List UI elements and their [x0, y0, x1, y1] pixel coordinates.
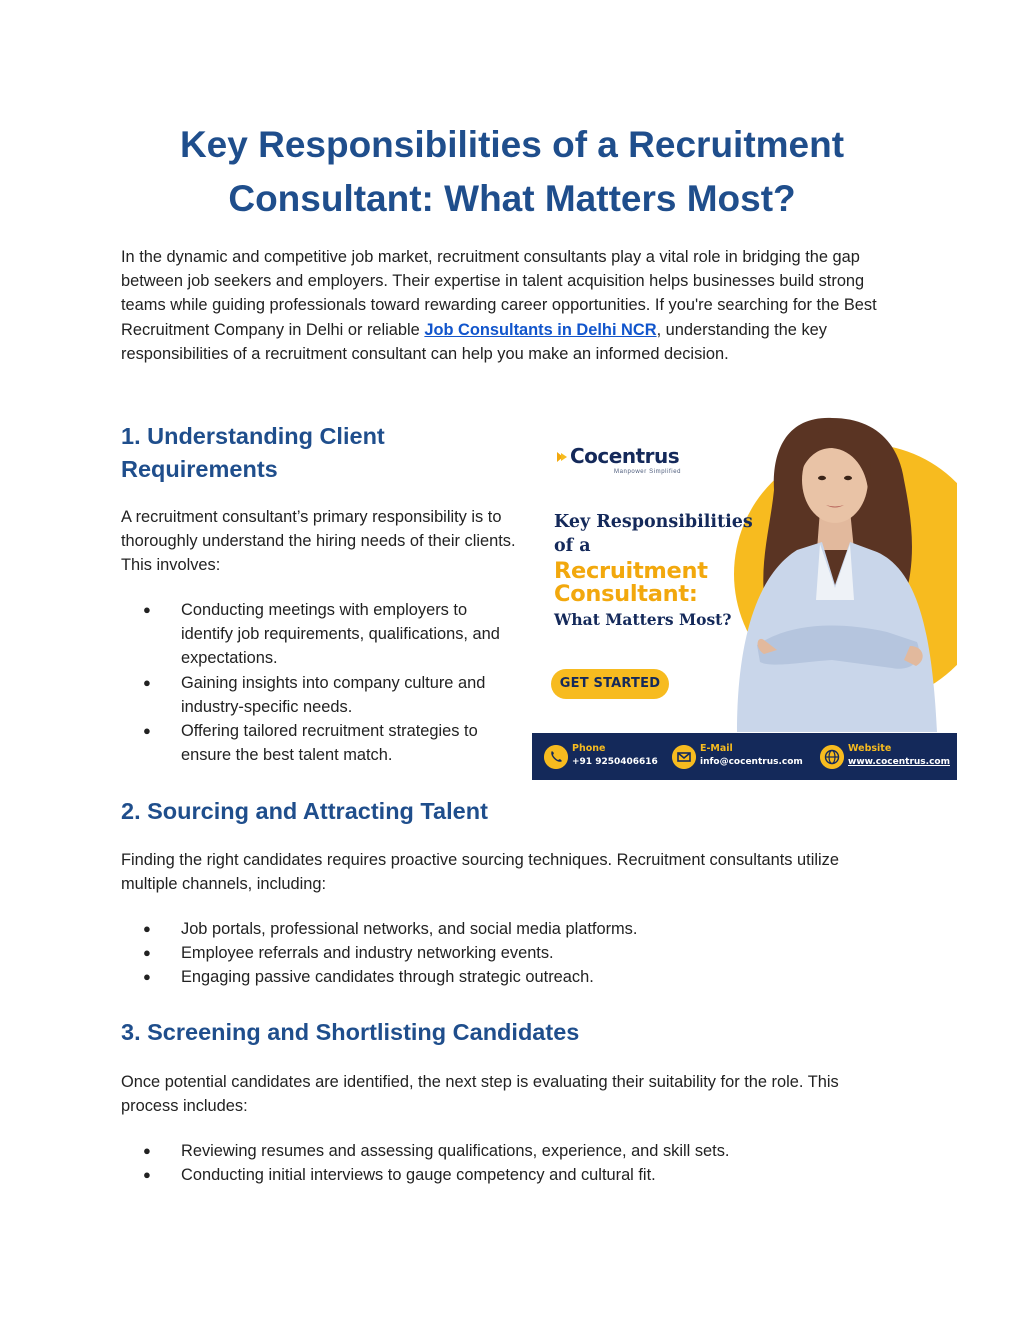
promo-banner-image: [532, 410, 957, 780]
bullet-icon: ●: [143, 1143, 151, 1158]
job-consultants-link[interactable]: Job Consultants in Delhi NCR: [424, 320, 657, 339]
section-3-paragraph: Once potential candidates are identified, the next step is evaluating their suitability for the role. This process includes:: [121, 1073, 839, 1116]
logo-tagline: Manpower Simplified: [614, 469, 682, 475]
title-line: Key Responsibilities of a Recruitment: [179, 124, 845, 165]
section-3-heading: 3. Screening and Shortlisting Candidates: [121, 1019, 580, 1045]
mail-icon: [672, 745, 696, 769]
contact-phone: Phone +91 9250406616: [544, 743, 664, 773]
bullet-icon: ●: [143, 674, 151, 690]
section-2-heading: 2. Sourcing and Attracting Talent: [121, 798, 488, 824]
section-1-bullet-list: [121, 598, 521, 767]
bullet-icon: ●: [143, 602, 151, 617]
banner-headline-line: What Matters Most?: [554, 610, 732, 629]
section-2-paragraph: Finding the right candidates requires proactive sourcing techniques. Recruitment consultants utilize multiple channels, including:: [121, 851, 839, 894]
page-title: [120, 118, 904, 226]
list-item: ● Engaging passive candidates through strategic outreach.: [121, 965, 891, 989]
phone-icon: [544, 745, 568, 769]
list-item: ● Reviewing resumes and assessing qualifications, experience, and skill sets.: [121, 1139, 891, 1163]
bullet-icon: ●: [143, 969, 151, 985]
contact-website: Website www.cocentrus.com: [820, 743, 950, 773]
section-1-heading: 1. Understanding Client Requirements: [121, 423, 385, 482]
get-started-button: GET STARTED: [551, 669, 669, 699]
banner-headline-line: of a: [554, 536, 591, 556]
bullet-icon: ●: [143, 945, 151, 961]
logo-mark-icon: [554, 450, 568, 464]
bullet-icon: ●: [143, 723, 151, 739]
banner-headline-line: Key Responsibilities: [554, 512, 753, 532]
section-2-bullet-list: [121, 917, 891, 990]
list-item: ● Employee referrals and industry networking events.: [121, 941, 891, 965]
list-item: ● Conducting meetings with employers to identify job requirements, qualifications, and expectations.: [121, 598, 521, 671]
cocentrus-logo: [554, 440, 694, 480]
intro-paragraph: In the dynamic and competitive job market, recruitment consultants play a vital role in bridging the gap between job seekers and employers. Their expertise in talent acquisition helps businesses build strong teams while guiding professionals toward rewarding career opportunities. If you're searching for the Best Recruitment Company in Delhi or reliable Job Consultants in Delhi NCR, understanding the key responsibilities of a recruitment consultant can help you make an informed decision.: [121, 248, 877, 363]
section-3-bullet-list: [121, 1139, 891, 1187]
list-item: ● Offering tailored recruitment strategies to ensure the best talent match.: [121, 719, 521, 767]
logo-wordmark: Cocentrus: [570, 444, 680, 468]
list-item: ● Gaining insights into company culture and industry-specific needs.: [121, 671, 521, 719]
section-1-paragraph: A recruitment consultant’s primary responsibility is to thoroughly understand the hiring needs of their clients. This involves:: [121, 508, 516, 575]
banner-headline-highlight: Recruitment: [554, 558, 708, 584]
list-item: ● Conducting initial interviews to gauge competency and cultural fit.: [121, 1163, 891, 1187]
contact-email: E-Mail info@cocentrus.com: [672, 743, 807, 773]
bullet-icon: ●: [143, 1167, 151, 1183]
globe-icon: [820, 745, 844, 769]
title-line: Consultant: What Matters Most?: [228, 178, 796, 219]
bullet-icon: ●: [143, 921, 151, 936]
list-item: ● Job portals, professional networks, and social media platforms.: [121, 917, 891, 941]
banner-headline-highlight: Consultant:: [554, 581, 698, 607]
